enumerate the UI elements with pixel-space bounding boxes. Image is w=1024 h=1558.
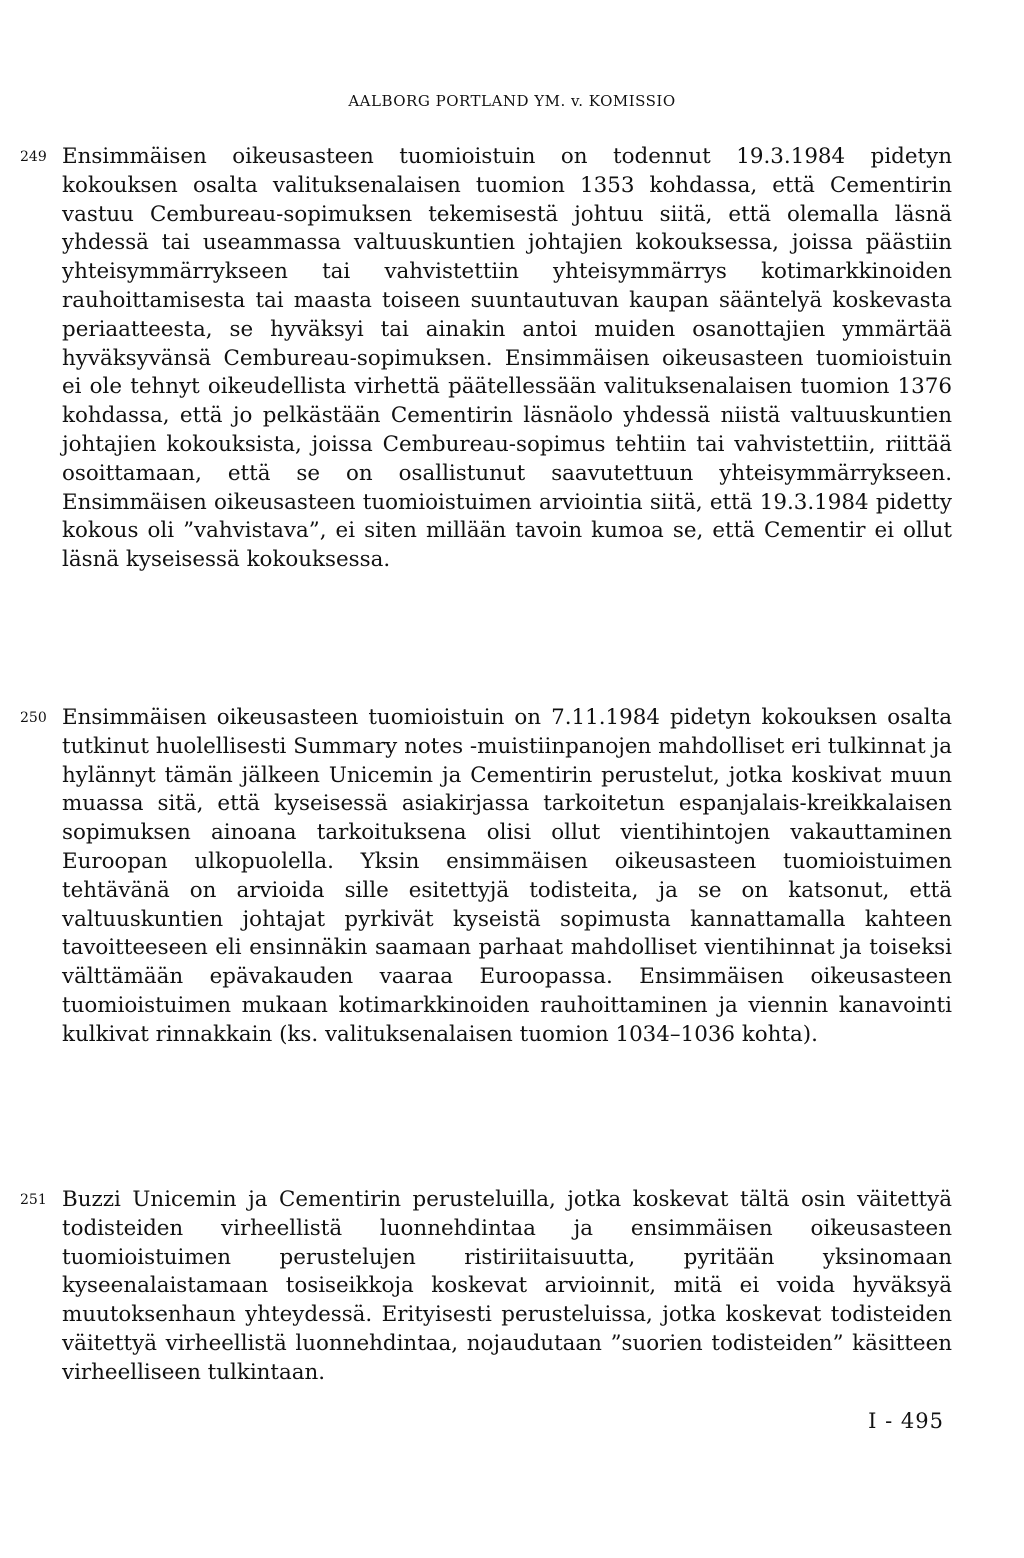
paragraph-251 [20, 1186, 952, 1388]
paragraph-250 [20, 704, 952, 1050]
paragraph-text: Buzzi Unicemin ja Cementirin perusteluilla, jotka koskevat tältä osin väitettyä todisteiden virheellistä luonnehdintaa ja ensimmäisen oikeusasteen tuomioistuimen perustelujen ristiriitaisuutta, pyritään yksinomaan kyseenalaistamaan tosiseikkoja koskevat arvioinnit, mitä ei voida hyväksyä muutoksenhaun yhteydessä. Erityisesti perusteluissa, jotka koskevat todisteiden väitettyä virheellistä luonnehdintaa, nojaudutaan ”suorien todisteiden” käsitteen virheelliseen tulkintaan. [62, 1187, 952, 1385]
paragraph-text: Ensimmäisen oikeusasteen tuomioistuin on todennut 19.3.1984 pidetyn kokouksen osalta valituksenalaisen tuomion 1353 kohdassa, että Cementirin vastuu Cembureau-sopimuksen tekemisestä johtuu siitä, että olemalla läsnä yhdessä tai useammassa valtuuskuntien johtajien kokouksessa, joissa päästiin yhteisymmärrykseen tai vahvistettiin yhteisymmärrys kotimarkkinoiden rauhoittamisesta tai maasta toiseen suuntautuvan kaupan sääntelyä koskevasta periaatteesta, se hyväksyi tai ainakin antoi muiden osanottajien ymmärtää hyväksyvänsä Cembureau-sopimuksen. Ensimmäisen oikeusasteen tuomioistuin ei ole tehnyt oikeudellista virhettä päätellessään valituksenalaisen tuomion 1376 kohdassa, että jo pelkästään Cementirin läsnäolo yhdessä niistä valtuuskuntien johtajien kokouksista, joissa Cembureau-sopimus tehtiin tai vahvistettiin, riittää osoittamaan, että se on osallistunut saavutettuun yhteisymmärrykseen. Ensimmäisen oikeusasteen tuomioistuimen arviointia siitä, että 19.3.1984 pidetty kokous oli ”vahvistava”, ei siten millään tavoin kumoa se, että Cementir ei ollut läsnä kyseisessä kokouksessa. [62, 144, 952, 573]
paragraph-number: 250 [20, 710, 47, 726]
running-header: AALBORG PORTLAND YM. v. KOMISSIO [348, 92, 676, 110]
paragraph-number: 251 [20, 1192, 47, 1208]
page-number: I - 495 [868, 1409, 944, 1433]
paragraph-text: Ensimmäisen oikeusasteen tuomioistuin on 7.11.1984 pidetyn kokouksen osalta tutkinut huolellisesti Summary notes -muistiinpanojen mahdolliset eri tulkinnat ja hylännyt tämän jälkeen Unicemin ja Cementirin perustelut, jotka koskivat muun muassa sitä, että kyseisessä asiakirjassa tarkoitetun espanjalais-kreikkalaisen sopimuksen ainoana tarkoituksena olisi ollut vientihintojen vakauttaminen Euroopan ulkopuolella. Yksin ensimmäisen oikeusasteen tuomioistuimen tehtävänä on arvioida sille esitettyjä todisteita, ja se on katsonut, että valtuuskuntien johtajat pyrkivät kyseistä sopimusta kannattamalla kahteen tavoitteeseen eli ensinnäkin saamaan parhaat mahdolliset vientihinnat ja toiseksi välttämään epävakauden vaaraa Euroopassa. Ensimmäisen oikeusasteen tuomioistuimen mukaan kotimarkkinoiden rauhoittaminen ja viennin kanavointi kulkivat rinnakkain (ks. valituksenalaisen tuomion 1034–1036 kohta). [62, 705, 952, 1047]
paragraph-249 [20, 143, 952, 575]
paragraph-number: 249 [20, 149, 47, 165]
